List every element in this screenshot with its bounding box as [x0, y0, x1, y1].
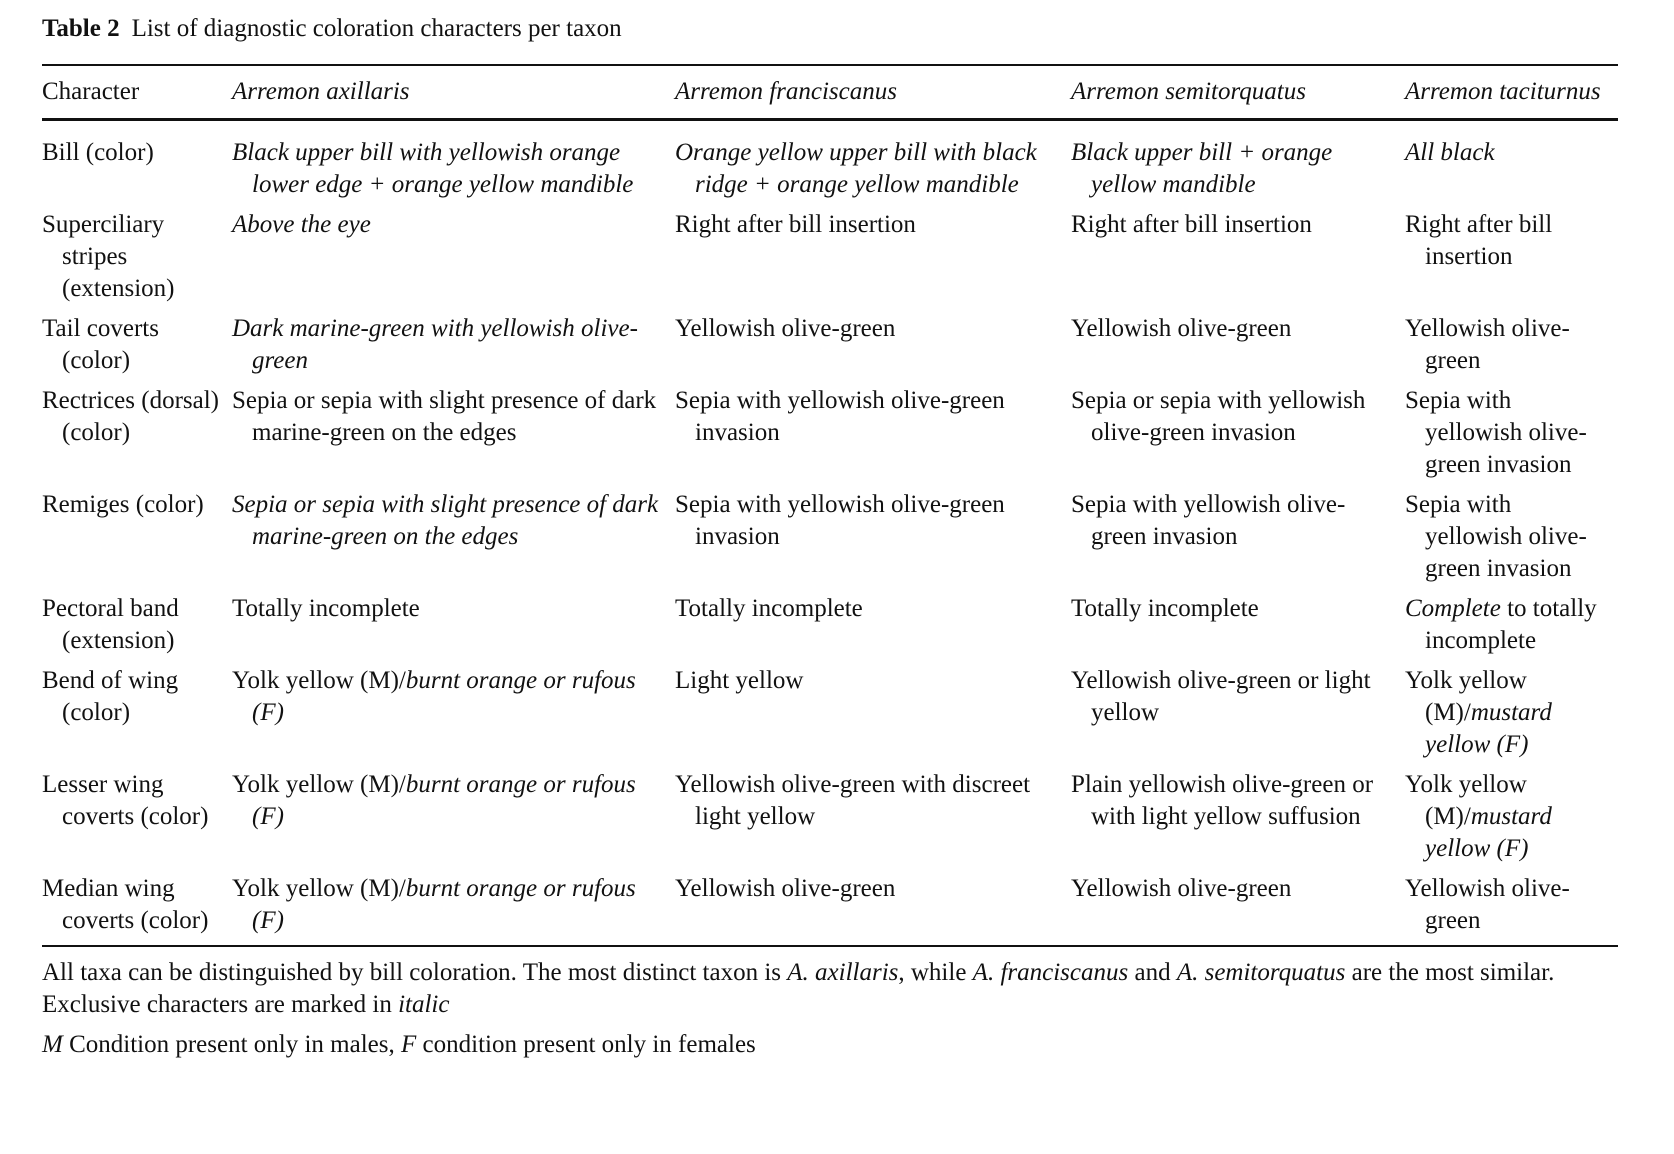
- text-run: Light yellow: [675, 667, 804, 694]
- cell-semitorquatus: [1071, 489, 1405, 593]
- text-run: Totally incomplete: [1071, 595, 1259, 622]
- table-header: [42, 66, 1618, 118]
- cell-text: [232, 137, 665, 201]
- text-run: A. axillaris: [787, 959, 899, 986]
- cell-text: [675, 665, 1061, 697]
- cell-text: [1071, 769, 1395, 833]
- text-run: Sepia or sepia with slight presence of dark marine-green on the edges: [232, 387, 657, 446]
- text-run: mustard yellow (F): [1425, 699, 1552, 758]
- cell-taciturnus: [1405, 873, 1618, 945]
- cell-text: [1405, 593, 1608, 657]
- text-run: Yolk yellow (M)/: [232, 875, 406, 902]
- cell-text: [675, 593, 1061, 625]
- cell-text: [1071, 873, 1395, 905]
- text-run: Yellowish olive-green or light yellow: [1071, 667, 1371, 726]
- cell-semitorquatus: [1071, 313, 1405, 385]
- cell-text: [1405, 873, 1608, 937]
- text-run: Right after bill insertion: [1071, 211, 1312, 238]
- table-row: [42, 385, 1618, 489]
- text-run: Right after bill insertion: [1405, 211, 1553, 270]
- text-run: to totally incomplete: [1425, 595, 1597, 654]
- text-run: Above the eye: [232, 211, 371, 238]
- table-row: [42, 873, 1618, 945]
- character-label: Rectrices (dorsal) (color): [42, 387, 220, 446]
- cell-semitorquatus: [1071, 121, 1405, 209]
- text-run: , while: [898, 959, 973, 986]
- character-cell: [42, 313, 232, 385]
- character-cell: [42, 209, 232, 313]
- character-label: Bend of wing (color): [42, 667, 179, 726]
- table-row: [42, 665, 1618, 769]
- cell-axillaris: [232, 209, 675, 313]
- cell-text: [675, 385, 1061, 449]
- cell-text: [675, 769, 1061, 833]
- cell-franciscanus: [675, 385, 1071, 489]
- bottom-rule: [42, 945, 1618, 947]
- text-run: Yellowish olive-green: [1071, 315, 1292, 342]
- cell-text: [232, 769, 665, 833]
- cell-text: [232, 593, 665, 625]
- cell-axillaris: [232, 313, 675, 385]
- text-run: Yolk yellow (M)/: [232, 771, 406, 798]
- text-run: Black upper bill + orange yellow mandible: [1071, 139, 1333, 198]
- cell-text: [1071, 209, 1395, 241]
- text-run: Condition present only in males,: [62, 1031, 401, 1058]
- character-label: Median wing coverts (color): [42, 875, 209, 934]
- character-label: Bill (color): [42, 139, 154, 166]
- text-run: burnt orange or rufous (F): [252, 667, 636, 726]
- cell-franciscanus: [675, 665, 1071, 769]
- cell-axillaris: [232, 873, 675, 945]
- header-taxon-taciturnus: Arremon taciturnus: [1405, 78, 1601, 105]
- cell-text: [1071, 489, 1395, 553]
- cell-text: [1071, 665, 1395, 729]
- cell-text: [675, 313, 1061, 345]
- cell-taciturnus: [1405, 209, 1618, 313]
- cell-semitorquatus: [1071, 665, 1405, 769]
- header-taxon-axillaris: Arremon axillaris: [232, 78, 410, 105]
- table-row: [42, 593, 1618, 665]
- text-run: A. semitorquatus: [1176, 959, 1346, 986]
- cell-text: [675, 489, 1061, 553]
- table-label: Table 2: [42, 15, 120, 42]
- text-run: Sepia with yellowish olive-green invasion: [675, 387, 1005, 446]
- cell-text: [1405, 385, 1608, 481]
- cell-franciscanus: [675, 121, 1071, 209]
- text-run: A. franciscanus: [972, 959, 1129, 986]
- text-run: italic: [398, 991, 450, 1018]
- cell-text: [1405, 209, 1608, 273]
- cell-semitorquatus: [1071, 209, 1405, 313]
- character-label: Superciliary stripes (extension): [42, 211, 175, 302]
- text-run: Sepia with yellowish olive-green invasion: [1071, 491, 1346, 550]
- character-label: Remiges (color): [42, 491, 204, 518]
- character-label: Lesser wing coverts (color): [42, 771, 209, 830]
- cell-text: [1405, 665, 1608, 761]
- text-run: Dark marine-green with yellowish olive-green: [232, 315, 638, 374]
- cell-taciturnus: [1405, 665, 1618, 769]
- text-run: M: [42, 1031, 63, 1058]
- abbreviation-footnote: [42, 1029, 1618, 1061]
- text-run: Black upper bill with yellowish orange lower edge + orange yellow mandible: [232, 139, 634, 198]
- cell-taciturnus: [1405, 121, 1618, 209]
- cell-text: [1405, 137, 1608, 169]
- table-row: [42, 769, 1618, 873]
- cell-semitorquatus: [1071, 593, 1405, 665]
- text-run: Yellowish olive-green with discreet light yellow: [675, 771, 1031, 830]
- text-run: Yellowish olive-green: [1405, 875, 1570, 934]
- cell-text: [232, 873, 665, 937]
- text-run: Orange yellow upper bill with black ridge + orange yellow mandible: [675, 139, 1037, 198]
- text-run: are the most similar. Exclusive characters are marked in: [42, 959, 1555, 1018]
- text-run: Totally incomplete: [675, 595, 863, 622]
- cell-franciscanus: [675, 873, 1071, 945]
- cell-taciturnus: [1405, 313, 1618, 385]
- text-run: F: [401, 1031, 417, 1058]
- cell-axillaris: [232, 769, 675, 873]
- character-cell: [42, 121, 232, 209]
- cell-semitorquatus: [1071, 873, 1405, 945]
- cell-text: [1405, 489, 1608, 585]
- cell-text: [1071, 137, 1395, 201]
- cell-text: [675, 209, 1061, 241]
- text-run: Sepia or sepia with slight presence of dark marine-green on the edges: [232, 491, 659, 550]
- coloration-table-body: [42, 121, 1618, 945]
- text-run: Totally incomplete: [232, 595, 420, 622]
- cell-axillaris: [232, 593, 675, 665]
- cell-franciscanus: [675, 313, 1071, 385]
- character-cell: [42, 593, 232, 665]
- cell-axillaris: [232, 121, 675, 209]
- cell-text: [1405, 769, 1608, 865]
- text-run: and: [1128, 959, 1177, 986]
- cell-text: [232, 313, 665, 377]
- cell-semitorquatus: [1071, 385, 1405, 489]
- character-cell: [42, 385, 232, 489]
- table-body: [42, 121, 1618, 945]
- character-cell: [42, 769, 232, 873]
- cell-taciturnus: [1405, 385, 1618, 489]
- header-character: Character: [42, 78, 140, 105]
- cell-axillaris: [232, 665, 675, 769]
- cell-text: [1071, 385, 1395, 449]
- cell-franciscanus: [675, 769, 1071, 873]
- cell-text: [1071, 313, 1395, 345]
- table-row: [42, 209, 1618, 313]
- table-title: List of diagnostic coloration characters per taxon: [131, 15, 622, 42]
- text-run: Sepia or sepia with yellowish olive-green invasion: [1071, 387, 1366, 446]
- text-run: Yellowish olive-green: [1405, 315, 1570, 374]
- text-run: Yellowish olive-green: [675, 315, 896, 342]
- character-label: Tail coverts (color): [42, 315, 159, 374]
- cell-franciscanus: [675, 489, 1071, 593]
- header-taxon-semitorquatus: Arremon semitorquatus: [1071, 78, 1306, 105]
- cell-text: [675, 873, 1061, 905]
- text-run: Complete: [1405, 595, 1501, 622]
- text-run: All taxa can be distinguished by bill coloration. The most distinct taxon is: [42, 959, 788, 986]
- cell-franciscanus: [675, 209, 1071, 313]
- cell-taciturnus: [1405, 489, 1618, 593]
- header-row: [42, 66, 1618, 118]
- text-run: condition present only in females: [416, 1031, 756, 1058]
- text-run: Right after bill insertion: [675, 211, 916, 238]
- cell-taciturnus: [1405, 593, 1618, 665]
- cell-text: [232, 665, 665, 729]
- text-run: mustard yellow (F): [1425, 803, 1552, 862]
- cell-text: [1405, 313, 1608, 377]
- text-run: Sepia with yellowish olive-green invasion: [1405, 387, 1587, 478]
- text-run: All black: [1405, 139, 1495, 166]
- cell-text: [232, 209, 665, 241]
- table-row: [42, 121, 1618, 209]
- table-footnote: [42, 957, 1618, 1021]
- table-page: [42, 10, 1618, 1061]
- cell-taciturnus: [1405, 769, 1618, 873]
- cell-axillaris: [232, 489, 675, 593]
- table-caption: [42, 10, 1618, 48]
- cell-text: [232, 385, 665, 449]
- cell-text: [1071, 593, 1395, 625]
- character-label: Pectoral band (extension): [42, 595, 179, 654]
- table-row: [42, 489, 1618, 593]
- text-run: Yolk yellow (M)/: [1405, 667, 1527, 726]
- character-cell: [42, 665, 232, 769]
- coloration-table: [42, 66, 1618, 118]
- text-run: Yellowish olive-green: [1071, 875, 1292, 902]
- text-run: Plain yellowish olive-green or with light yellow suffusion: [1071, 771, 1374, 830]
- cell-axillaris: [232, 385, 675, 489]
- text-run: burnt orange or rufous (F): [252, 875, 636, 934]
- table-row: [42, 313, 1618, 385]
- character-cell: [42, 489, 232, 593]
- cell-text: [675, 137, 1061, 201]
- text-run: Sepia with yellowish olive-green invasion: [675, 491, 1005, 550]
- cell-franciscanus: [675, 593, 1071, 665]
- text-run: Yolk yellow (M)/: [1405, 771, 1527, 830]
- text-run: Yolk yellow (M)/: [232, 667, 406, 694]
- text-run: Yellowish olive-green: [675, 875, 896, 902]
- text-run: burnt orange or rufous (F): [252, 771, 636, 830]
- text-run: Sepia with yellowish olive-green invasion: [1405, 491, 1587, 582]
- cell-semitorquatus: [1071, 769, 1405, 873]
- character-cell: [42, 873, 232, 945]
- cell-text: [232, 489, 665, 553]
- header-taxon-franciscanus: Arremon franciscanus: [675, 78, 897, 105]
